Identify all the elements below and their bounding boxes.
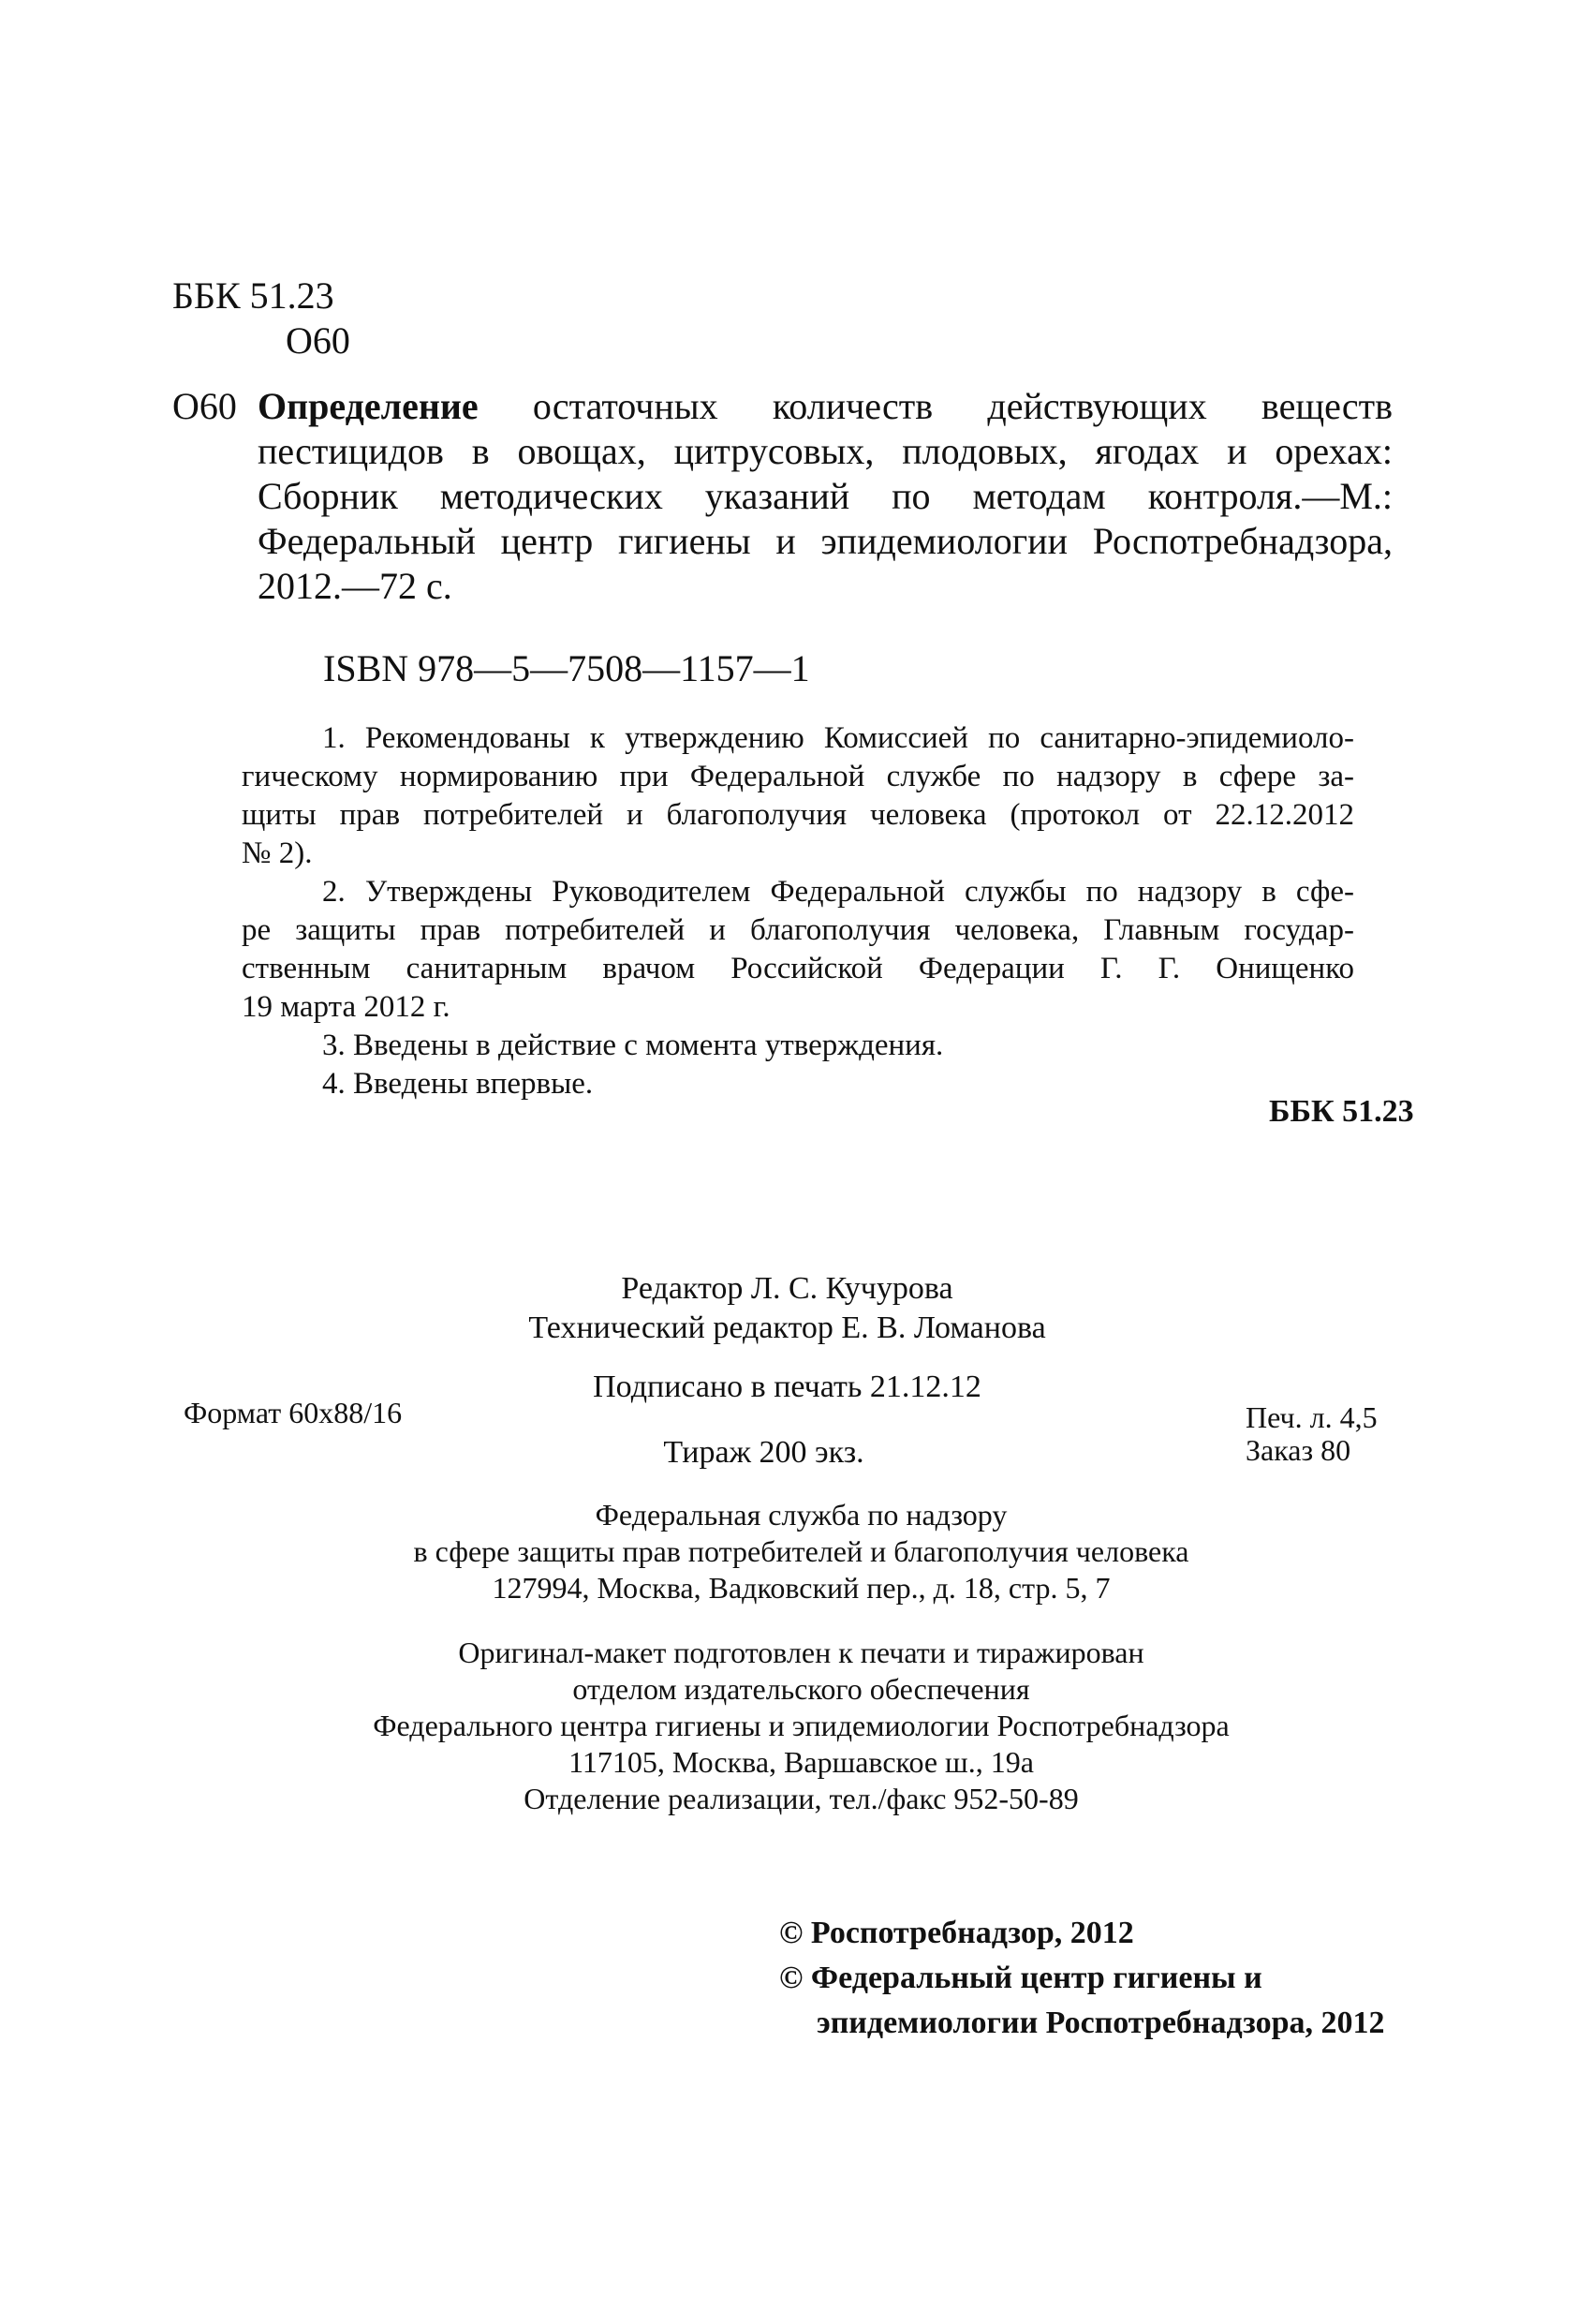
- description-line: 2012.—72 с.: [258, 565, 452, 607]
- author-mark: О60: [286, 319, 350, 362]
- approval-notes: [242, 719, 1354, 1103]
- publisher-line: Федеральная служба по надзору: [595, 1498, 1008, 1532]
- entry-author-mark: О60: [172, 385, 237, 427]
- description-line-rest: остаточных количеств действующих веществ: [478, 385, 1393, 427]
- sales-contact: Отделение реализации, тел./факс 952-50-89: [524, 1782, 1079, 1815]
- description-line: Федеральный центр гигиены и эпидемиологии Роспотребнадзора,: [258, 520, 1393, 562]
- description-line: [258, 384, 1393, 429]
- note-line: ре защиты прав потребителей и благополучия человека, Главным государ-: [242, 913, 1354, 947]
- bbk-index-bottom: ББК 51.23: [1269, 1094, 1414, 1129]
- layout-line: Оригинал-макет подготовлен к печати и тиражирован: [458, 1636, 1144, 1669]
- signed-to-print: Подписано в печать 21.12.12: [593, 1369, 981, 1404]
- note-line: ственным санитарным врачом Российской Федерации Г. Г. Онищенко: [242, 952, 1354, 985]
- editor: Редактор Л. С. Кучурова: [621, 1271, 953, 1306]
- note-line: № 2).: [242, 836, 313, 870]
- paper-format: Формат 60x88/16: [184, 1396, 403, 1429]
- copyright-block: [779, 1911, 1385, 2046]
- note-line: гическому нормированию при Федеральной службе по надзору в сфере за-: [242, 760, 1354, 793]
- tech-editor: Технический редактор Е. В. Ломанова: [528, 1310, 1046, 1345]
- note-line: 19 марта 2012 г.: [242, 990, 450, 1024]
- layout-block: [5, 1635, 1593, 1817]
- publisher-block: [5, 1497, 1593, 1606]
- layout-line: отделом издательского обеспечения: [572, 1672, 1030, 1706]
- layout-line: Федерального центра гигиены и эпидемиологии Роспотребнадзора: [373, 1709, 1230, 1742]
- publisher-address: 127994, Москва, Вадковский пер., д. 18, стр. 5, 7: [492, 1571, 1111, 1605]
- note-line: щиты прав потребителей и благополучия человека (протокол от 22.12.2012: [242, 798, 1354, 832]
- order-number: Заказ 80: [1246, 1433, 1351, 1467]
- bbk-index: ББК 51.23: [172, 274, 334, 317]
- print-run: Тираж 200 экз.: [663, 1435, 864, 1470]
- editors-block: [0, 1269, 1584, 1348]
- note-line: 2. Утверждены Руководителем Федеральной службы по надзору в сфе-: [322, 875, 1354, 909]
- printed-sheets: Печ. л. 4,5: [1246, 1400, 1378, 1434]
- description-line: пестицидов в овощах, цитрусовых, плодовых, ягодах и орехах:: [258, 430, 1393, 472]
- copyright-line: © Федеральный центр гигиены и: [779, 1961, 1262, 1995]
- copyright-line: © Роспотребнадзор, 2012: [779, 1916, 1134, 1950]
- isbn: ISBN 978—5—7508—1157—1: [323, 647, 810, 689]
- note-line: 1. Рекомендованы к утверждению Комиссией по санитарно-эпидемиоло-: [322, 721, 1354, 755]
- title-bold: Определение: [258, 385, 479, 427]
- description-line: Сборник методических указаний по методам контроля.—М.:: [258, 475, 1393, 517]
- note-line: 3. Введены в действие с момента утверждения.: [322, 1029, 944, 1062]
- copyright-line: эпидемиологии Роспотребнадзора, 2012: [817, 2006, 1385, 2040]
- layout-address: 117105, Москва, Варшавское ш., 19а: [568, 1745, 1034, 1779]
- publisher-line: в сфере защиты прав потребителей и благополучия человека: [413, 1534, 1189, 1568]
- note-line: 4. Введены впервые.: [322, 1067, 594, 1101]
- bibliographic-description: [258, 384, 1393, 609]
